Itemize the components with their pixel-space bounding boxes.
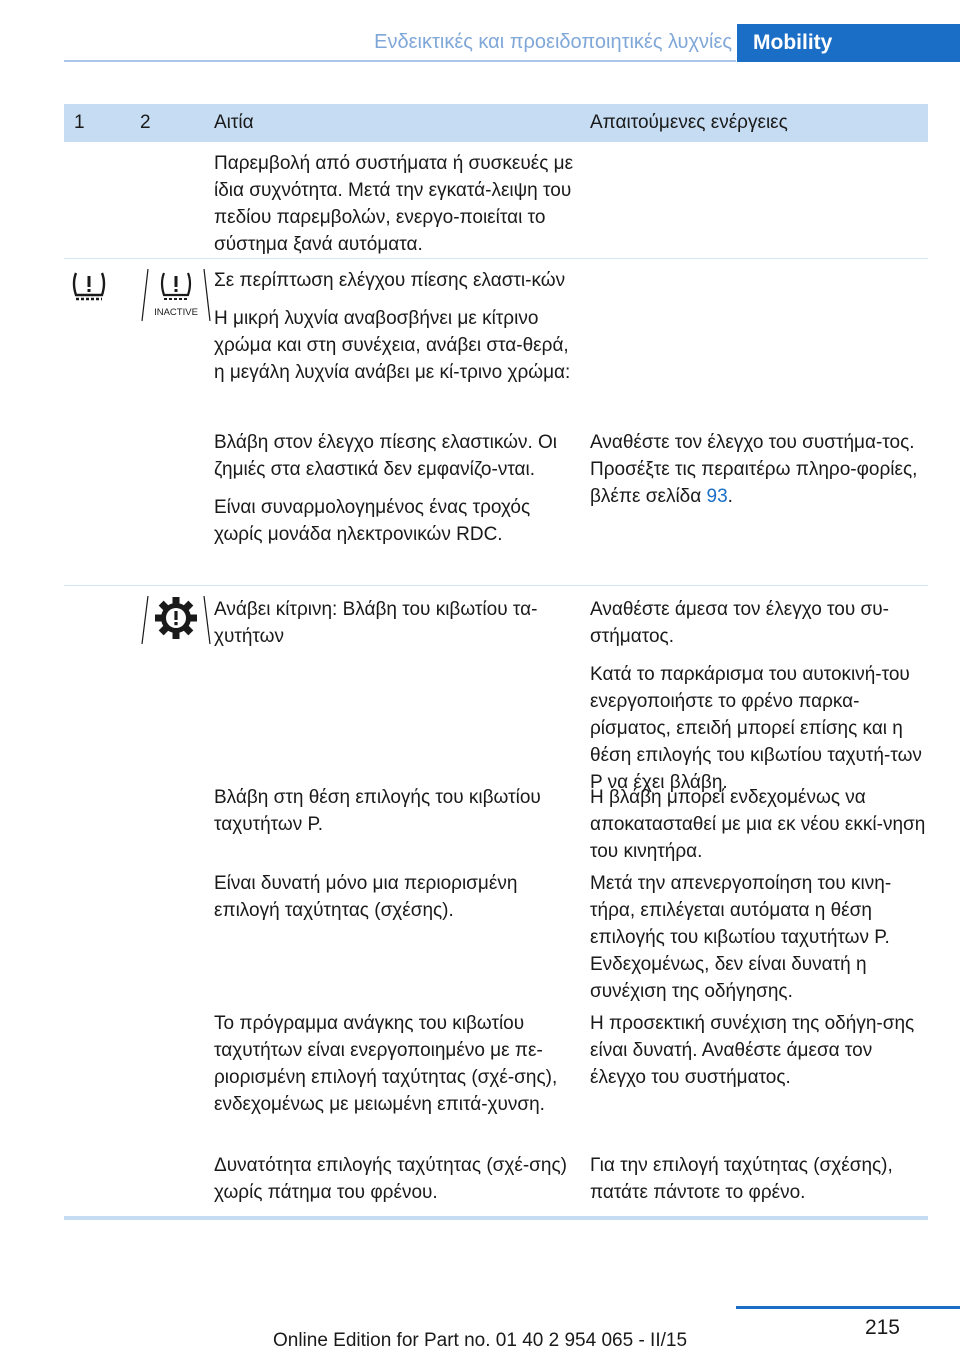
action-cell [590,1152,928,1217]
cause-text: Η μικρή λυχνία αναβοσβήνει με κίτρινο χρώμα και στη συνέχεια, ανάβει στα-θερά, η μεγάλη λυχνία ανάβει με κί-τρινο χρώμα: [214,308,571,383]
table-row [64,1150,928,1216]
action-text-body: Αναθέστε τον έλεγχο του συστήμα-τος. Προσέξτε τις περαιτέρω πληρο-φορίες, βλέπε σελίδα [590,432,918,507]
column-header-1: 1 [74,112,85,133]
table-row [64,784,928,870]
cause-cell [214,596,574,661]
cause-text: Δυνατότητα επιλογής ταχύτητας (σχέ-σης) χωρίς πάτημα του φρένου. [214,1155,567,1203]
action-text-end: . [727,486,733,507]
tire-pressure-warning-icon [70,269,108,303]
table-row [64,870,928,1010]
cause-cell [214,870,574,935]
table-end-rule [64,1216,928,1220]
page-number-bar [736,1306,960,1309]
column-header-action: Απαιτούμενες ενέργειες [590,112,788,133]
column-header-2: 2 [140,112,151,133]
cause-cell [214,267,574,397]
tire-pressure-inactive-icon [140,267,212,323]
action-cell [590,1010,928,1102]
action-cell [590,596,928,807]
table-row [64,425,928,586]
page-number: 215 [864,1316,900,1339]
warning-lights-table [64,104,928,1220]
cause-cell [214,1152,574,1217]
column-header-cause: Αιτία [214,112,254,133]
action-text: Η προσεκτική συνέχιση της οδήγη-σης είναι δυνατή. Αναθέστε άμεσα τον έλεγχο του συστήματος. [590,1013,915,1088]
action-cell [590,784,928,876]
cause-cell [214,784,574,849]
section-title: Ενδεικτικές και προειδοποιητικές λυχνίες [374,31,732,53]
cause-text: Παρεμβολή από συστήματα ή συσκευές με ίδια συχνότητα. Μετά την εγκατά-λειψη του πεδίου παρεμβολών, ενεργο-ποιείται το σύστημα ξανά αυτόματα. [214,153,574,255]
action-text: Κατά το παρκάρισμα του αυτοκινή-του ενεργοποιήστε το φρένο παρκα-ρίσματος, επειδή μπορεί επίσης και η θέση επιλογής του κιβωτίου ταχυτή-των P να έχει βλάβη. [590,664,922,793]
chapter-tab[interactable]: Mobility [737,24,960,62]
table-row [64,259,928,425]
cause-text: Είναι συναρμολογημένος ένας τροχός χωρίς μονάδα ηλεκτρονικών RDC. [214,497,531,545]
table-row [64,1010,928,1150]
cause-cell [214,1010,574,1129]
transmission-warning-icon [140,594,212,646]
page-reference-link[interactable]: 93 [706,486,728,507]
cause-text: Είναι δυνατή μόνο μια περιορισμένη επιλογή ταχύτητας (σχέσης). [214,873,518,921]
cause-text: Βλάβη στη θέση επιλογής του κιβωτίου ταχυτήτων P. [214,787,541,835]
cause-text: Βλάβη στον έλεγχο πίεσης ελαστικών. Οι ζημιές στα ελαστικά δεν εμφανίζο-νται. [214,432,558,480]
action-text: Για την επιλογή ταχύτητας (σχέσης), πατάτε πάντοτε το φρένο. [590,1155,893,1203]
cause-text: Ανάβει κίτρινη: Βλάβη του κιβωτίου τα-χυτήτων [214,599,538,647]
inactive-label: INACTIVE [154,307,198,318]
action-cell [590,429,928,521]
cause-text: Το πρόγραμμα ανάγκης του κιβωτίου ταχυτήτων είναι ενεργοποιημένο με πε-ριορισμένη επιλογή ταχύτητας (σχέ-σης), ενδεχομένως με μειωμένη επιτά-χυνση. [214,1013,558,1115]
cause-text: Σε περίπτωση ελέγχου πίεσης ελαστι-κών [214,270,566,291]
action-text: Αναθέστε άμεσα τον έλεγχο του συ-στήματος. [590,599,889,647]
cause-cell [214,429,574,559]
table-header [64,104,928,142]
action-text [590,429,928,510]
edition-footer: Online Edition for Part no. 01 40 2 954 065 - II/15 [272,1330,688,1351]
table-row [64,586,928,793]
cause-cell [214,150,574,269]
table-row [64,142,928,259]
header-rule [64,60,736,62]
action-text: Η βλάβη μπορεί ενδεχομένως να αποκατασταθεί με μια εκ νέου εκκί-νηση του κινητήρα. [590,787,926,862]
action-text: Μετά την απενεργοποίηση του κινη-τήρα, επιλέγεται αυτόματα η θέση επιλογής του κιβωτίου ταχυτήτων P. Ενδεχομένως, δεν είναι δυνατή η συνέχιση της οδήγησης. [590,873,892,1002]
action-cell [590,870,928,1016]
